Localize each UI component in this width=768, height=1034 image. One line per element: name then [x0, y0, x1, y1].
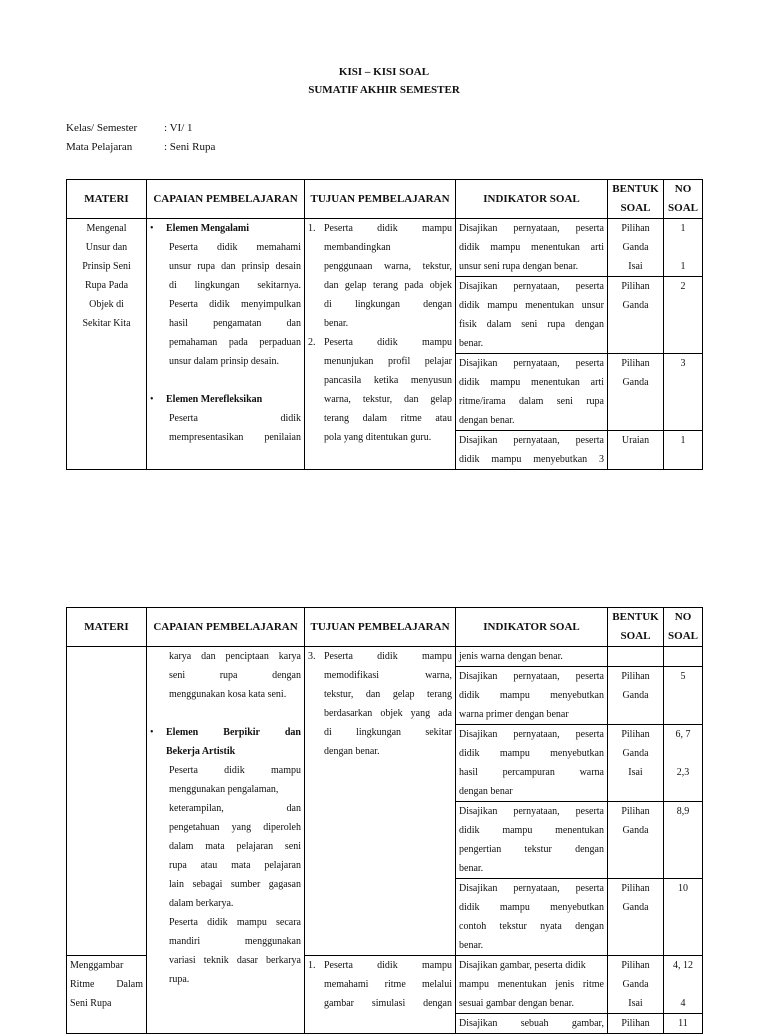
no-line: 4 [680, 998, 686, 1009]
materi-line: Ritme Dalam [70, 979, 143, 990]
bullet-item [150, 219, 301, 238]
tujuan-cell [305, 219, 456, 470]
capaian-line: Peserta didik menyimpulkan [169, 299, 301, 310]
bentuk-line: Pilihan [621, 960, 650, 971]
indikator-line: didik mampu menentukan unsur [459, 300, 604, 311]
no-cell [664, 219, 703, 277]
indikator-line: warna primer dengan benar [459, 709, 569, 720]
table-header-row [67, 180, 703, 219]
capaian-line: mempresentasikan penilaian [169, 432, 301, 443]
tujuan-line: Peserta didik mampu [324, 223, 452, 234]
indikator-cell [456, 725, 608, 802]
indikator-cell [456, 879, 608, 956]
tujuan-line: Peserta didik mampu [324, 337, 452, 348]
indikator-line: Disajikan pernyataan, peserta [459, 281, 604, 292]
no-cell [664, 725, 703, 802]
indikator-line: Disajikan pernyataan, peserta [459, 435, 604, 446]
table-header-row [67, 608, 703, 647]
capaian-line: dalam mata pelajaran seni [169, 841, 301, 852]
header-no-1: NO [674, 611, 692, 623]
capaian-line: pemahaman pada perpaduan [169, 337, 301, 348]
indikator-cell [456, 277, 608, 354]
indikator-line: dengan benar [459, 786, 513, 797]
indikator-line: fisik dalam seni rupa dengan [459, 319, 604, 330]
bentuk-cell [608, 354, 664, 431]
indikator-line: didik mampu menyebutkan 3 [459, 454, 604, 465]
bullet-icon: • [150, 727, 154, 738]
capaian-line: pengetahuan yang diperoleh [169, 822, 301, 833]
indikator-cell [456, 647, 608, 667]
no-line: 5 [680, 671, 686, 682]
bentuk-line: Ganda [622, 748, 649, 759]
no-line: 1 [680, 223, 686, 234]
tujuan-cell [305, 647, 456, 956]
header-no [664, 608, 703, 647]
no-line: 11 [678, 1018, 688, 1029]
elemen-title: Elemen Merefleksikan [166, 394, 263, 405]
materi-cell [67, 219, 147, 470]
indikator-line: didik mampu menyebutkan [459, 748, 604, 759]
elemen-title: Elemen Mengalami [166, 223, 250, 234]
bullet-item [150, 723, 301, 761]
tujuan-item [308, 647, 452, 761]
bentuk-line: Uraian [621, 435, 650, 446]
indikator-line: hasil percampuran warna [459, 767, 604, 778]
header-tujuan: TUJUAN PEMBELAJARAN [305, 608, 456, 647]
indikator-line: Disajikan pernyataan, peserta [459, 729, 604, 740]
tujuan-line: berdasarkan objek yang ada [324, 708, 452, 719]
capaian-line: Peserta didik mampu [169, 765, 301, 776]
bentuk-line: Ganda [622, 377, 649, 388]
materi-line: Prinsip Seni [82, 261, 131, 272]
tujuan-line: pancasila ketika menyusun [324, 375, 452, 386]
bentuk-line: Ganda [622, 242, 649, 253]
header-materi: MATERI [67, 608, 147, 647]
indikator-cell [456, 431, 608, 470]
header-bentuk-2: SOAL [620, 202, 651, 214]
capaian-line: di lingkungan sekitarnya. [169, 280, 301, 291]
header-no-2: SOAL [668, 202, 698, 214]
indikator-cell [456, 354, 608, 431]
no-cell [664, 354, 703, 431]
tujuan-line: pola yang ditentukan guru. [324, 432, 432, 443]
capaian-line: seni rupa dengan [169, 670, 301, 681]
capaian-line: menggunakan kosa kata seni. [169, 689, 287, 700]
indikator-line: Disajikan pernyataan, peserta [459, 671, 604, 682]
materi-line: Objek di [89, 299, 124, 310]
document-subtitle: SUMATIF AKHIR SEMESTER [308, 84, 460, 96]
indikator-cell [456, 802, 608, 879]
header-bentuk [608, 180, 664, 219]
indikator-line: pengertian tekstur dengan [459, 844, 604, 855]
header-indikator: INDIKATOR SOAL [456, 180, 608, 219]
bentuk-line: Ganda [622, 300, 649, 311]
tujuan-item [308, 956, 452, 1013]
bentuk-cell [608, 647, 664, 667]
header-no-2: SOAL [668, 630, 698, 642]
kelas-label: Kelas/ Semester [66, 122, 138, 134]
kisi-table-2 [66, 607, 703, 1034]
tujuan-number: 3. [308, 651, 316, 662]
bentuk-cell [608, 277, 664, 354]
capaian-line: dalam berkarya. [169, 898, 234, 909]
materi-line: Menggambar [70, 960, 124, 971]
indikator-line: didik mampu menentukan arti [459, 242, 604, 253]
materi-line: Unsur dan [85, 242, 128, 253]
indikator-line: mampu menentukan jenis ritme [459, 979, 604, 990]
tujuan-line: Peserta didik mampu [324, 960, 452, 971]
header-capaian: CAPAIAN PEMBELAJARAN [147, 608, 305, 647]
indikator-cell [456, 667, 608, 725]
tujuan-line: gambar simulasi dengan [324, 998, 452, 1009]
tujuan-number: 1. [308, 960, 316, 971]
tujuan-line: dan gelap terang pada objek [324, 280, 452, 291]
materi-line: Seni Rupa [70, 998, 112, 1009]
bentuk-line: Pilihan [621, 1018, 650, 1029]
no-line [667, 975, 699, 994]
tujuan-number: 2. [308, 337, 316, 348]
indikator-line: benar. [459, 940, 484, 951]
indikator-cell [456, 219, 608, 277]
indikator-line: dengan benar. [459, 415, 515, 426]
tujuan-line: membandingkan [324, 242, 391, 253]
bentuk-line: Ganda [622, 979, 649, 990]
capaian-line: lain sebagai sumber gagasan [169, 879, 301, 890]
bentuk-line: Ganda [622, 825, 649, 836]
bentuk-line: Pilihan [621, 223, 650, 234]
indikator-line: didik mampu menentukan [459, 825, 604, 836]
no-line: 8,9 [676, 806, 690, 817]
kisi-table-1 [66, 179, 703, 470]
materi-line: Sekitar Kita [82, 318, 131, 329]
no-cell [664, 431, 703, 470]
no-cell [664, 277, 703, 354]
capaian-line: variasi teknik dasar berkarya [169, 955, 301, 966]
capaian-cell [147, 219, 305, 470]
header-indikator: INDIKATOR SOAL [456, 608, 608, 647]
indikator-line: Disajikan pernyataan, peserta [459, 806, 604, 817]
capaian-line: karya dan penciptaan karya [169, 651, 301, 662]
no-line: 2,3 [676, 767, 690, 778]
header-no-1: NO [674, 183, 692, 195]
header-capaian: CAPAIAN PEMBELAJARAN [147, 180, 305, 219]
indikator-line: didik mampu menyebutkan [459, 902, 604, 913]
document-title: KISI – KISI SOAL [338, 66, 430, 78]
bentuk-line: Pilihan [621, 671, 650, 682]
tujuan-line: di lingkungan sekitar [324, 727, 452, 738]
capaian-line: rupa atau mata pelajaran [169, 860, 301, 871]
bentuk-cell [608, 219, 664, 277]
tujuan-cell [305, 956, 456, 1034]
capaian-cell [147, 647, 305, 1034]
indikator-line: benar. [459, 338, 484, 349]
capaian-line: unsur rupa dan prinsip desain [169, 261, 301, 272]
elemen-title: Bekerja Artistik [166, 746, 236, 757]
capaian-line: keterampilan, dan [169, 803, 301, 814]
tujuan-number: 1. [308, 223, 316, 234]
indikator-line: benar. [459, 863, 484, 874]
bentuk-line: Isai [628, 998, 643, 1009]
tujuan-line: di lingkungan dengan [324, 299, 452, 310]
mapel-value: : Seni Rupa [164, 141, 216, 153]
indikator-cell [456, 956, 608, 1014]
tujuan-line: warna, tekstur, dan gelap [324, 394, 452, 405]
indikator-line: contoh tekstur nyata dengan [459, 921, 604, 932]
bentuk-cell [608, 431, 664, 470]
indikator-line: Disajikan pernyataan, peserta [459, 358, 604, 369]
tujuan-line: benar. [324, 318, 349, 329]
mapel-label: Mata Pelajaran [66, 141, 133, 153]
indikator-line: sesuai gambar dengan benar. [459, 998, 574, 1009]
capaian-line: menggunakan pengalaman, [169, 784, 279, 795]
no-line [667, 744, 699, 763]
tujuan-item [308, 219, 452, 333]
indikator-line: ritme/irama dalam seni rupa [459, 396, 604, 407]
bentuk-cell [608, 802, 664, 879]
header-bentuk [608, 608, 664, 647]
indikator-line: Disajikan pernyataan, peserta [459, 883, 604, 894]
indikator-line: Disajikan pernyataan, peserta [459, 223, 604, 234]
tujuan-line: tekstur, dan gelap terang [324, 689, 452, 700]
elemen-title: Elemen Berpikir dan [166, 727, 301, 738]
no-cell [664, 956, 703, 1014]
no-line: 2 [680, 281, 686, 292]
capaian-line: rupa. [169, 974, 190, 985]
tujuan-line: Peserta didik mampu [324, 651, 452, 662]
indikator-line: Disajikan gambar, peserta didik [459, 960, 586, 971]
capaian-line: Peserta didik memahami [169, 242, 301, 253]
bullet-item [150, 390, 301, 409]
tujuan-line: terang dalam ritme atau [324, 413, 452, 424]
bentuk-line: Pilihan [621, 729, 650, 740]
tujuan-line: dengan benar. [324, 746, 380, 757]
table-row [67, 647, 703, 667]
bentuk-line: Pilihan [621, 883, 650, 894]
bentuk-line: Isai [628, 261, 643, 272]
header-bentuk-1: BENTUK [612, 611, 659, 623]
no-cell [664, 667, 703, 725]
bentuk-line: Ganda [622, 902, 649, 913]
materi-line: Rupa Pada [84, 280, 129, 291]
capaian-line: unsur dalam prinsip desain. [169, 356, 279, 367]
capaian-line: mandiri menggunakan [169, 936, 301, 947]
bentuk-line: Pilihan [621, 281, 650, 292]
header-materi: MATERI [67, 180, 147, 219]
indikator-line: jenis warna dengan benar. [459, 651, 563, 662]
tujuan-line: menunjukan profil pelajar [324, 356, 452, 367]
indikator-line: didik mampu menentukan arti [459, 377, 604, 388]
bentuk-cell [608, 667, 664, 725]
no-line: 1 [680, 261, 686, 272]
bentuk-cell [608, 725, 664, 802]
tujuan-line: memodifikasi warna, [324, 670, 452, 681]
bullet-icon: • [150, 223, 154, 234]
bentuk-line: Pilihan [621, 806, 650, 817]
header-bentuk-2: SOAL [620, 630, 651, 642]
materi-cell [67, 956, 147, 1034]
bentuk-line: Isai [628, 767, 643, 778]
kelas-value: : VI/ 1 [164, 122, 193, 134]
no-line: 6, 7 [675, 729, 691, 740]
tujuan-line: memahami ritme melalui [324, 979, 452, 990]
bentuk-cell [608, 879, 664, 956]
bentuk-line: Ganda [622, 690, 649, 701]
no-cell [664, 802, 703, 879]
no-cell [664, 879, 703, 956]
no-line: 3 [680, 358, 686, 369]
no-line: 1 [680, 435, 686, 446]
bullet-icon: • [150, 394, 154, 405]
table-row [67, 219, 703, 277]
indikator-line: unsur seni rupa dengan benar. [459, 261, 579, 272]
tujuan-line: penggunaan warna, tekstur, [324, 261, 452, 272]
materi-cell [67, 647, 147, 956]
header-tujuan: TUJUAN PEMBELAJARAN [305, 180, 456, 219]
no-line: 4, 12 [673, 960, 693, 971]
header-no [664, 180, 703, 219]
no-line: 10 [678, 883, 688, 894]
no-cell [664, 647, 703, 667]
header-bentuk-1: BENTUK [612, 183, 659, 195]
indikator-line: didik mampu menyebutkan [459, 690, 604, 701]
capaian-line: Peserta didik mampu secara [169, 917, 301, 928]
mapel-row [66, 141, 215, 153]
no-line [667, 238, 699, 257]
tujuan-item [308, 333, 452, 447]
materi-line: Mengenal [86, 223, 127, 234]
indikator-line: Disajikan sebuah gambar, [459, 1018, 604, 1029]
kelas-row [66, 122, 193, 134]
bentuk-line: Pilihan [621, 358, 650, 369]
capaian-line: Peserta didik [169, 413, 301, 424]
bentuk-cell [608, 956, 664, 1014]
capaian-line: hasil pengamatan dan [169, 318, 301, 329]
